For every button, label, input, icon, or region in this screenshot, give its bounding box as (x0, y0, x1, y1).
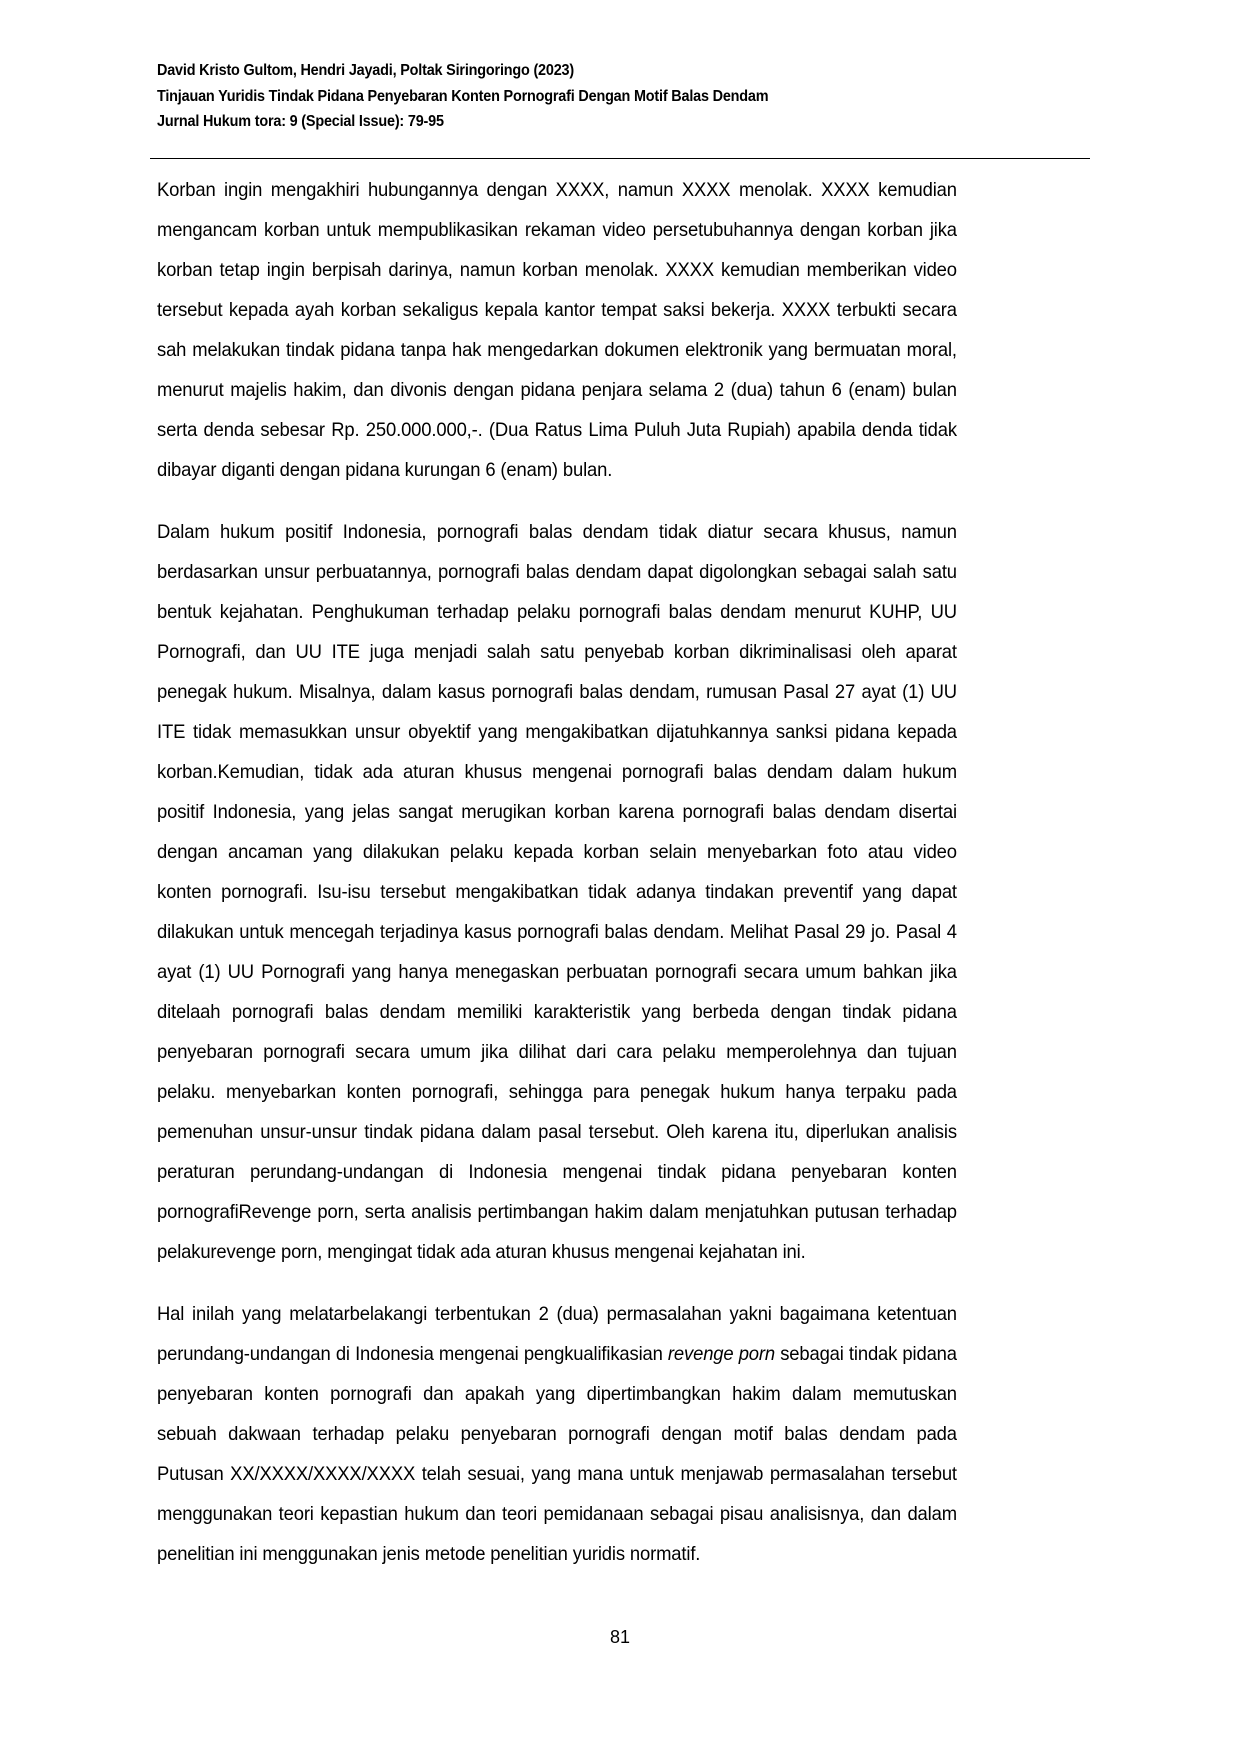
paragraph-3-italic-term: revenge porn (667, 1343, 776, 1365)
paragraph-3-text-before: Hal inilah yang melatarbelakangi terbentukan 2 (dua) permasalahan yakni bagaimana ketentuan perundang-undangan di Indonesia mengenai pengkualifikasian (157, 1303, 957, 1365)
page-number: 81 (609, 1627, 631, 1647)
running-head-journal-info: Jurnal Hukum tora: 9 (Special Issue): 79-95 (157, 113, 444, 130)
header-divider (150, 158, 1090, 159)
paragraph-3-text-after: sebagai tindak pidana penyebaran konten pornografi dan apakah yang dipertimbangkan hakim dalam memutuskan sebuah dakwaan terhadap pelaku penyebaran pornografi dengan motif balas dendam pada Putusan XX/XXXX/XXXX/XXXX telah sesuai, yang mana untuk menjawab permasalahan tersebut menggunakan teori kepastian hukum dan teori pemidanaan sebagai pisau analisisnya, dan dalam penelitian ini menggunakan jenis metode penelitian yuridis normatif. (157, 1343, 957, 1565)
body-paragraph-1: Korban ingin mengakhiri hubungannya dengan XXXX, namun XXXX menolak. XXXX kemudian mengancam korban untuk mempublikasikan rekaman video persetubuhannya dengan korban jika korban tetap ingin berpisah darinya, namun korban menolak. XXXX kemudian memberikan video tersebut kepada ayah korban sekaligus kepala kantor tempat saksi bekerja. XXXX terbukti secara sah melakukan tindak pidana tanpa hak mengedarkan dokumen elektronik yang bermuatan moral, menurut majelis hakim, dan divonis dengan pidana penjara selama 2 (dua) tahun 6 (enam) bulan serta denda sebesar Rp. 250.000.000,-. (Dua Ratus Lima Puluh Juta Rupiah) apabila denda tidak dibayar diganti dengan pidana kurungan 6 (enam) bulan. (157, 179, 957, 481)
document-body (157, 170, 957, 1574)
running-head-title: Tinjauan Yuridis Tindak Pidana Penyebaran Konten Pornografi Dengan Motif Balas Dendam (157, 87, 769, 105)
body-paragraph-2: Dalam hukum positif Indonesia, pornografi balas dendam tidak diatur secara khusus, namun berdasarkan unsur perbuatannya, pornografi balas dendam dapat digolongkan sebagai salah satu bentuk kejahatan. Penghukuman terhadap pelaku pornografi balas dendam menurut KUHP, UU Pornografi, dan UU ITE juga menjadi salah satu penyebab korban dikriminalisasi oleh aparat penegak hukum. Misalnya, dalam kasus pornografi balas dendam, rumusan Pasal 27 ayat (1) UU ITE tidak memasukkan unsur obyektif yang mengakibatkan dijatuhkannya sanksi pidana kepada korban.Kemudian, tidak ada aturan khusus mengenai pornografi balas dendam dalam hukum positif Indonesia, yang jelas sangat merugikan korban karena pornografi balas dendam disertai dengan ancaman yang dilakukan pelaku kepada korban selain menyebarkan foto atau video konten pornografi. Isu-isu tersebut mengakibatkan tidak adanya tindakan preventif yang dapat dilakukan untuk mencegah terjadinya kasus pornografi balas dendam. Melihat Pasal 29 jo. Pasal 4 ayat (1) UU Pornografi yang hanya menegaskan perbuatan pornografi secara umum bahkan jika ditelaah pornografi balas dendam memiliki karakteristik yang berbeda dengan tindak pidana penyebaran pornografi secara umum jika dilihat dari cara pelaku memperolehnya dan tujuan pelaku. menyebarkan konten pornografi, sehingga para penegak hukum hanya terpaku pada pemenuhan unsur-unsur tindak pidana dalam pasal tersebut. Oleh karena itu, diperlukan analisis peraturan perundang-undangan di Indonesia mengenai tindak pidana penyebaran konten pornografiRevenge porn, serta analisis pertimbangan hakim dalam menjatuhkan putusan terhadap pelakurevenge porn, mengingat tidak ada aturan khusus mengenai kejahatan ini. (157, 521, 957, 1263)
body-paragraph-3 (157, 1294, 957, 1574)
running-head-authors: David Kristo Gultom, Hendri Jayadi, Poltak Siringoringo (2023) (157, 62, 575, 79)
running-head (157, 58, 929, 135)
